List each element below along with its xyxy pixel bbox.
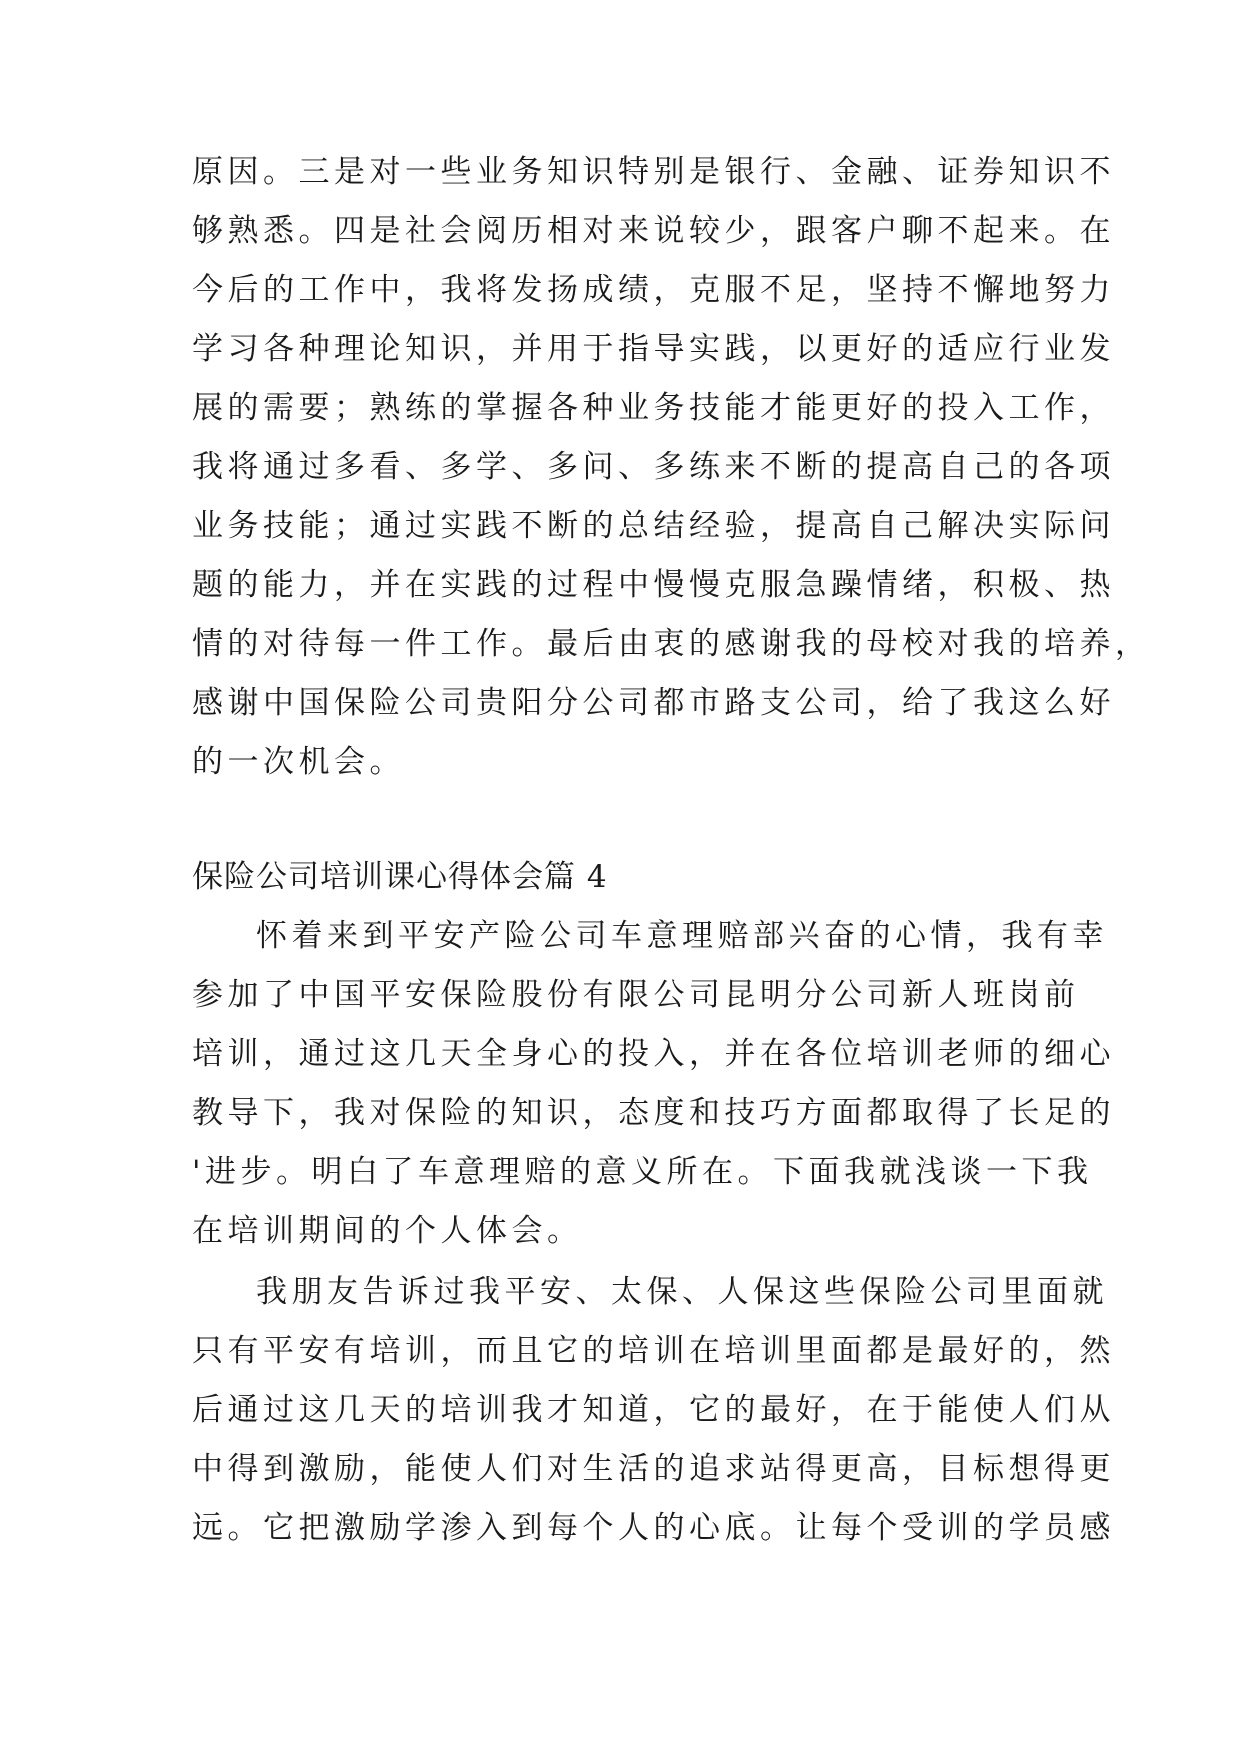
text-line: 怀着来到平安产险公司车意理赔部兴奋的心情，我有幸 — [256, 918, 1108, 954]
text-line: 教导下，我对保险的知识，态度和技巧方面都取得了长足的 — [192, 1095, 1115, 1131]
text-line: 今后的工作中，我将发扬成绩，克服不足，坚持不懈地努力 — [192, 272, 1115, 308]
text-line: 我朋友告诉过我平安、太保、人保这些保险公司里面就 — [256, 1274, 1108, 1310]
text-line: 感谢中国保险公司贵阳分公司都市路支公司，给了我这么好 — [192, 685, 1115, 721]
text-line: 后通过这几天的培训我才知道，它的最好，在于能使人们从 — [192, 1392, 1115, 1428]
text-line: 的一次机会。 — [192, 744, 405, 780]
text-line: 培训，通过这几天全身心的投入，并在各位培训老师的细心 — [192, 1036, 1115, 1072]
text-line: 参加了中国平安保险股份有限公司昆明分公司新人班岗前 — [192, 977, 1080, 1013]
text-line: 展的需要；熟练的掌握各种业务技能才能更好的投入工作， — [192, 390, 1115, 426]
text-line: 够熟悉。四是社会阅历相对来说较少，跟客户聊不起来。在 — [192, 213, 1115, 249]
text-line: 远。它把激励学渗入到每个人的心底。让每个受训的学员感 — [192, 1510, 1115, 1546]
text-line: 业务技能；通过实践不断的总结经验，提高自己解决实际问 — [192, 508, 1115, 544]
text-line: 学习各种理论知识，并用于指导实践，以更好的适应行业发 — [192, 331, 1115, 367]
text-line: 只有平安有培训，而且它的培训在培训里面都是最好的，然 — [192, 1333, 1115, 1369]
text-line: 我将通过多看、多学、多问、多练来不断的提高自己的各项 — [192, 449, 1115, 485]
text-line: 题的能力，并在实践的过程中慢慢克服急躁情绪，积极、热 — [192, 567, 1115, 603]
text-line: 原因。三是对一些业务知识特别是银行、金融、证券知识不 — [192, 154, 1115, 190]
text-line: 情的对待每一件工作。最后由衷的感谢我的母校对我的培养， — [192, 626, 1151, 662]
text-line: 在培训期间的个人体会。 — [192, 1213, 583, 1249]
text-line: '进步。明白了车意理赔的意义所在。下面我就浅谈一下我 — [192, 1154, 1093, 1190]
section-heading: 保险公司培训课心得体会篇 4 — [192, 859, 608, 895]
text-line: 中得到激励，能使人们对生活的追求站得更高，目标想得更 — [192, 1451, 1115, 1487]
